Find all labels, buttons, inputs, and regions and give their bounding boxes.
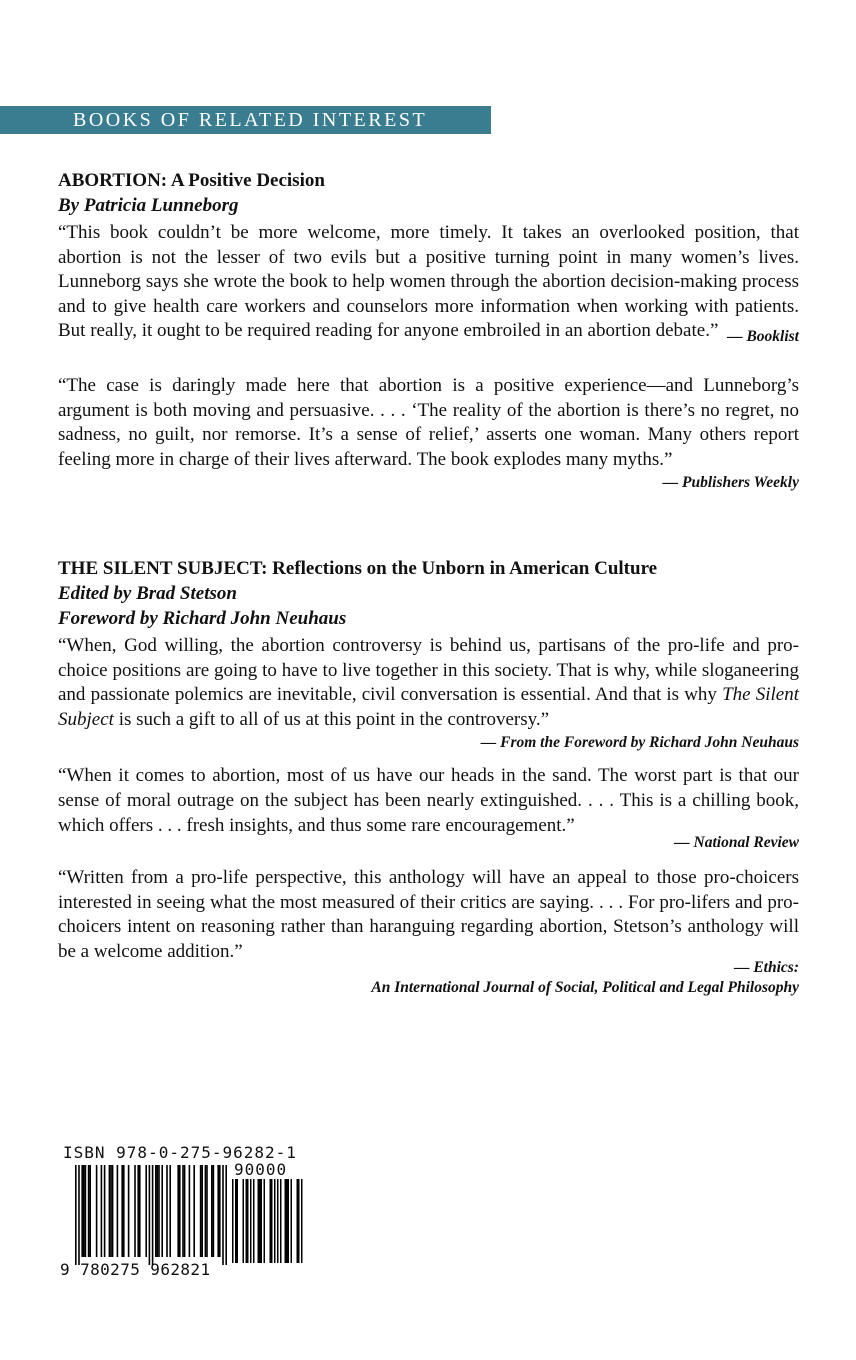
ean-bars (75, 1165, 227, 1265)
review-quote: “Written from a pro-life perspective, this anthology will have an appeal to those pro-choicers interested in seeing what the most measured of their critics are saying. . . . For pro-lifers and pro-choicers intent on reasoning rather than haranguing regarding abortion, Stetson’s anthology will be a welcome addition.” (58, 867, 799, 962)
addon-bar (232, 1179, 234, 1263)
addon-bar (258, 1179, 260, 1263)
barcode-bar (75, 1165, 77, 1265)
barcode-bar (177, 1165, 179, 1257)
barcode-bar (217, 1165, 219, 1257)
barcode-bar (110, 1165, 112, 1257)
barcode-bar (205, 1165, 207, 1257)
review-source: — Ethics: (733, 958, 799, 976)
review-quote: “When it comes to abortion, most of us have our heads in the sand. The worst part is that our sense of moral outrage on the subject has been nearly extinguished. . . . This is a chilling book, which offers . . . fresh insights, and thus some rare encouragement.” (58, 765, 799, 836)
addon-bar (264, 1179, 266, 1263)
barcode-bar (157, 1165, 159, 1257)
addon-bar (246, 1179, 248, 1263)
book-entry-silent-subject (58, 556, 799, 999)
book-author: By Patricia Lunneborg (58, 195, 239, 216)
barcode-bar (81, 1165, 83, 1257)
review-quote: “This book couldn’t be more welcome, more timely. It takes an overlooked position, that abortion is not the lesser of two evils but a positive turning point in many women’s lives. Lunneborg says she wrote the book to help women through the abortion decision-making process and to give health care workers and counselors more information when working with patients. But really, it ought to be required reading for anyone embroiled in an abortion debate.” (58, 222, 799, 342)
review-source: — National Review (674, 834, 799, 852)
addon-bar (253, 1179, 255, 1263)
barcode-bar (200, 1165, 202, 1257)
barcode-bar (152, 1165, 154, 1265)
barcode-bar (88, 1165, 90, 1257)
barcode-bar (134, 1165, 136, 1257)
addon-bar (297, 1179, 299, 1263)
barcode-bar (158, 1165, 160, 1257)
banner-label: BOOKS OF RELATED INTEREST (73, 109, 428, 131)
review-quote: “The case is daringly made here that abortion is a positive experience—and Lunneborg’s argument is both moving and persuasive. . . . ‘The reality of the abortion is there’s no regret, no sadness, no guilt, nor remorse. It’s a sense of relief,’ asserts one woman. Many others report feeling more in charge of their lives afterward. The book explodes many myths.” (58, 374, 799, 470)
book-editor: Edited by Brad Stetson (58, 583, 237, 604)
barcode-bar (104, 1165, 106, 1257)
barcode-bar (121, 1165, 123, 1257)
barcode-bar (83, 1165, 85, 1257)
addon-bar (286, 1179, 288, 1263)
barcode-bar (193, 1165, 195, 1257)
barcode-bar (169, 1165, 171, 1257)
addon-bar (280, 1179, 282, 1263)
barcode-bar (112, 1165, 114, 1257)
addon-bar (288, 1179, 290, 1263)
barcode-bar (211, 1165, 213, 1257)
addon-bar (274, 1179, 276, 1263)
addon-bar (270, 1179, 272, 1263)
review-quote (58, 634, 799, 732)
barcode-bar (149, 1165, 151, 1265)
section-banner (0, 106, 491, 134)
barcode-bar (179, 1165, 181, 1257)
review-source-line2: An International Journal of Social, Political and Legal Philosophy (371, 978, 799, 996)
barcode-bar (184, 1165, 186, 1257)
barcode-bar (161, 1165, 163, 1257)
barcode-bar (182, 1165, 184, 1257)
addon-bar (235, 1179, 237, 1263)
barcode-bar (189, 1165, 191, 1257)
addon-number: 90000 (234, 1160, 288, 1179)
barcode-bar (166, 1165, 168, 1257)
addon-bar (247, 1179, 249, 1263)
review-text: is such a gift to all of us at this point in the controversy.” (113, 708, 550, 730)
addon-bar (301, 1179, 303, 1263)
barcode-bar (78, 1165, 80, 1265)
barcode-bar (225, 1165, 227, 1265)
book-title: ABORTION: A Positive Decision (58, 170, 325, 191)
barcode-bar (85, 1165, 87, 1257)
addon-bar (243, 1179, 245, 1263)
barcode-bar (222, 1165, 224, 1265)
barcode-bar (219, 1165, 221, 1257)
review-text: “When, God willing, the abortion controversy is behind us, partisans of the pro-life and pro-choice positions are going to have to live together in this society. That is why, while sloganeering and passionate polemics are inevitable, civil conversation is essential. And that is why (58, 635, 799, 706)
barcode-bar (96, 1165, 98, 1257)
addon-bar (285, 1179, 287, 1263)
barcode-bar (137, 1165, 139, 1257)
isbn-barcode (60, 1143, 310, 1283)
isbn-text: ISBN 978-0-275-96282-1 (63, 1143, 297, 1162)
barcode-bar (155, 1165, 157, 1257)
barcode-bar (206, 1165, 208, 1257)
barcode-bar (123, 1165, 125, 1257)
addon-bar (271, 1179, 273, 1263)
book-foreword: Foreword by Richard John Neuhaus (58, 608, 347, 629)
barcode-bar (201, 1165, 203, 1257)
review-source: — Publishers Weekly (662, 474, 799, 492)
review-source: — Booklist (727, 327, 799, 345)
addon-bar (250, 1179, 252, 1263)
barcode-bar (139, 1165, 141, 1257)
addon-bar (259, 1179, 261, 1263)
barcode-bar (145, 1165, 147, 1257)
barcode-bar (101, 1165, 103, 1257)
book-entry-abortion (58, 168, 799, 494)
barcode-bar (128, 1165, 130, 1257)
addon-bar (277, 1179, 279, 1263)
book-title: THE SILENT SUBJECT: Reflections on the Unborn in American Culture (58, 558, 658, 579)
addon-bars (232, 1179, 303, 1263)
barcode-bar (109, 1165, 111, 1257)
book-title-italic: The Silent Subject (58, 684, 799, 730)
barcode-bar (89, 1165, 91, 1257)
review-source: — From the Foreword by Richard John Neuhaus (480, 734, 799, 752)
addon-bar (298, 1179, 300, 1263)
ean-number: 9 780275 962821 (60, 1260, 211, 1279)
barcode-bar (117, 1165, 119, 1257)
addon-bar (261, 1179, 263, 1263)
addon-bar (291, 1179, 293, 1263)
addon-bar (237, 1179, 239, 1263)
barcode-bar (213, 1165, 215, 1257)
